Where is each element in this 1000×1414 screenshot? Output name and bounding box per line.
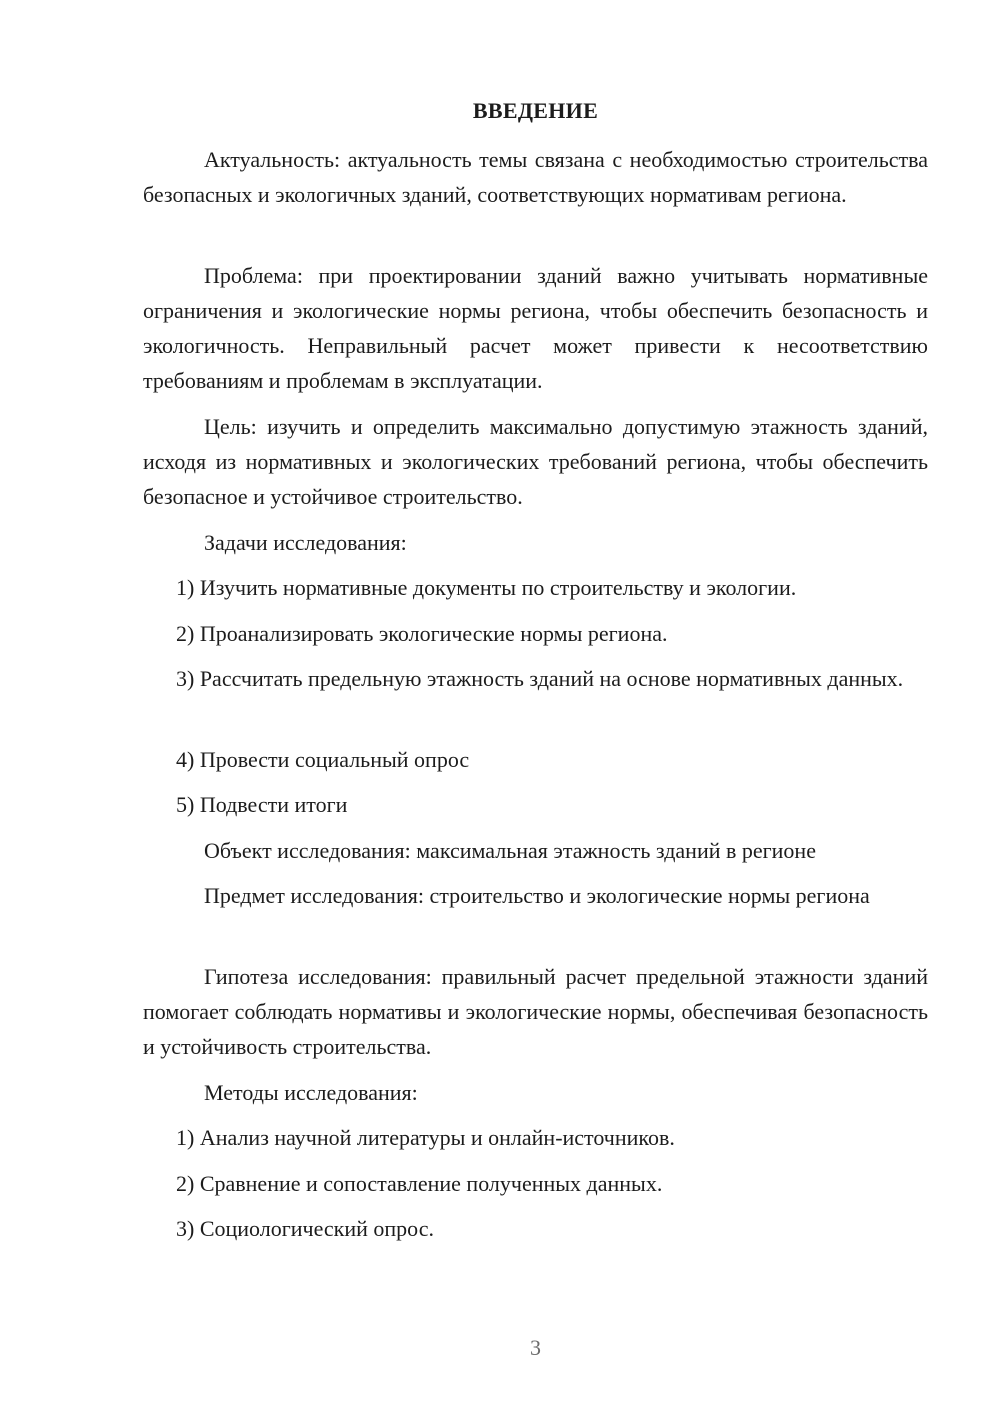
list-item: 2) Сравнение и сопоставление полученных данных. (176, 1171, 663, 1196)
list-item: 4) Провести социальный опрос (176, 747, 470, 772)
page-title: ВВЕДЕНИЕ (472, 98, 599, 123)
list-item: 3) Рассчитать предельную этажность зданий на основе нормативных данных. (176, 666, 904, 691)
paragraph-object: Объект исследования: максимальная этажность зданий в регионе (204, 838, 816, 863)
paragraph-goal: Цель: изучить и определить максимально допустимую этажность зданий, исходя из нормативных и экологических требований региона, чтобы обеспечить безопасное и устойчивое строительство. (143, 414, 928, 509)
paragraph-problem: Проблема: при проектировании зданий важно учитывать нормативные ограничения и экологические нормы региона, чтобы обеспечить безопасность и экологичность. Неправильный расчет может привести к несоответствию требованиям и проблемам в эксплуатации. (143, 263, 928, 393)
paragraph-tasks-heading: Задачи исследования: (204, 530, 407, 555)
list-item: 1) Анализ научной литературы и онлайн-источников. (176, 1125, 675, 1150)
list-item: 3) Социологический опрос. (176, 1216, 434, 1241)
page-number: 3 (530, 1335, 541, 1360)
list-item: 1) Изучить нормативные документы по строительству и экологии. (176, 575, 797, 600)
list-item: 5) Подвести итоги (176, 792, 348, 817)
paragraph-hypothesis: Гипотеза исследования: правильный расчет предельной этажности зданий помогает соблюдать нормативы и экологические нормы, обеспечивая безопасность и устойчивость строительства. (143, 964, 928, 1059)
list-item: 2) Проанализировать экологические нормы региона. (176, 621, 668, 646)
paragraph-subject: Предмет исследования: строительство и экологические нормы региона (204, 883, 870, 908)
paragraph-methods-heading: Методы исследования: (204, 1080, 418, 1105)
paragraph-relevance: Актуальность: актуальность темы связана с необходимостью строительства безопасных и экологичных зданий, соответствующих нормативам региона. (143, 147, 928, 207)
